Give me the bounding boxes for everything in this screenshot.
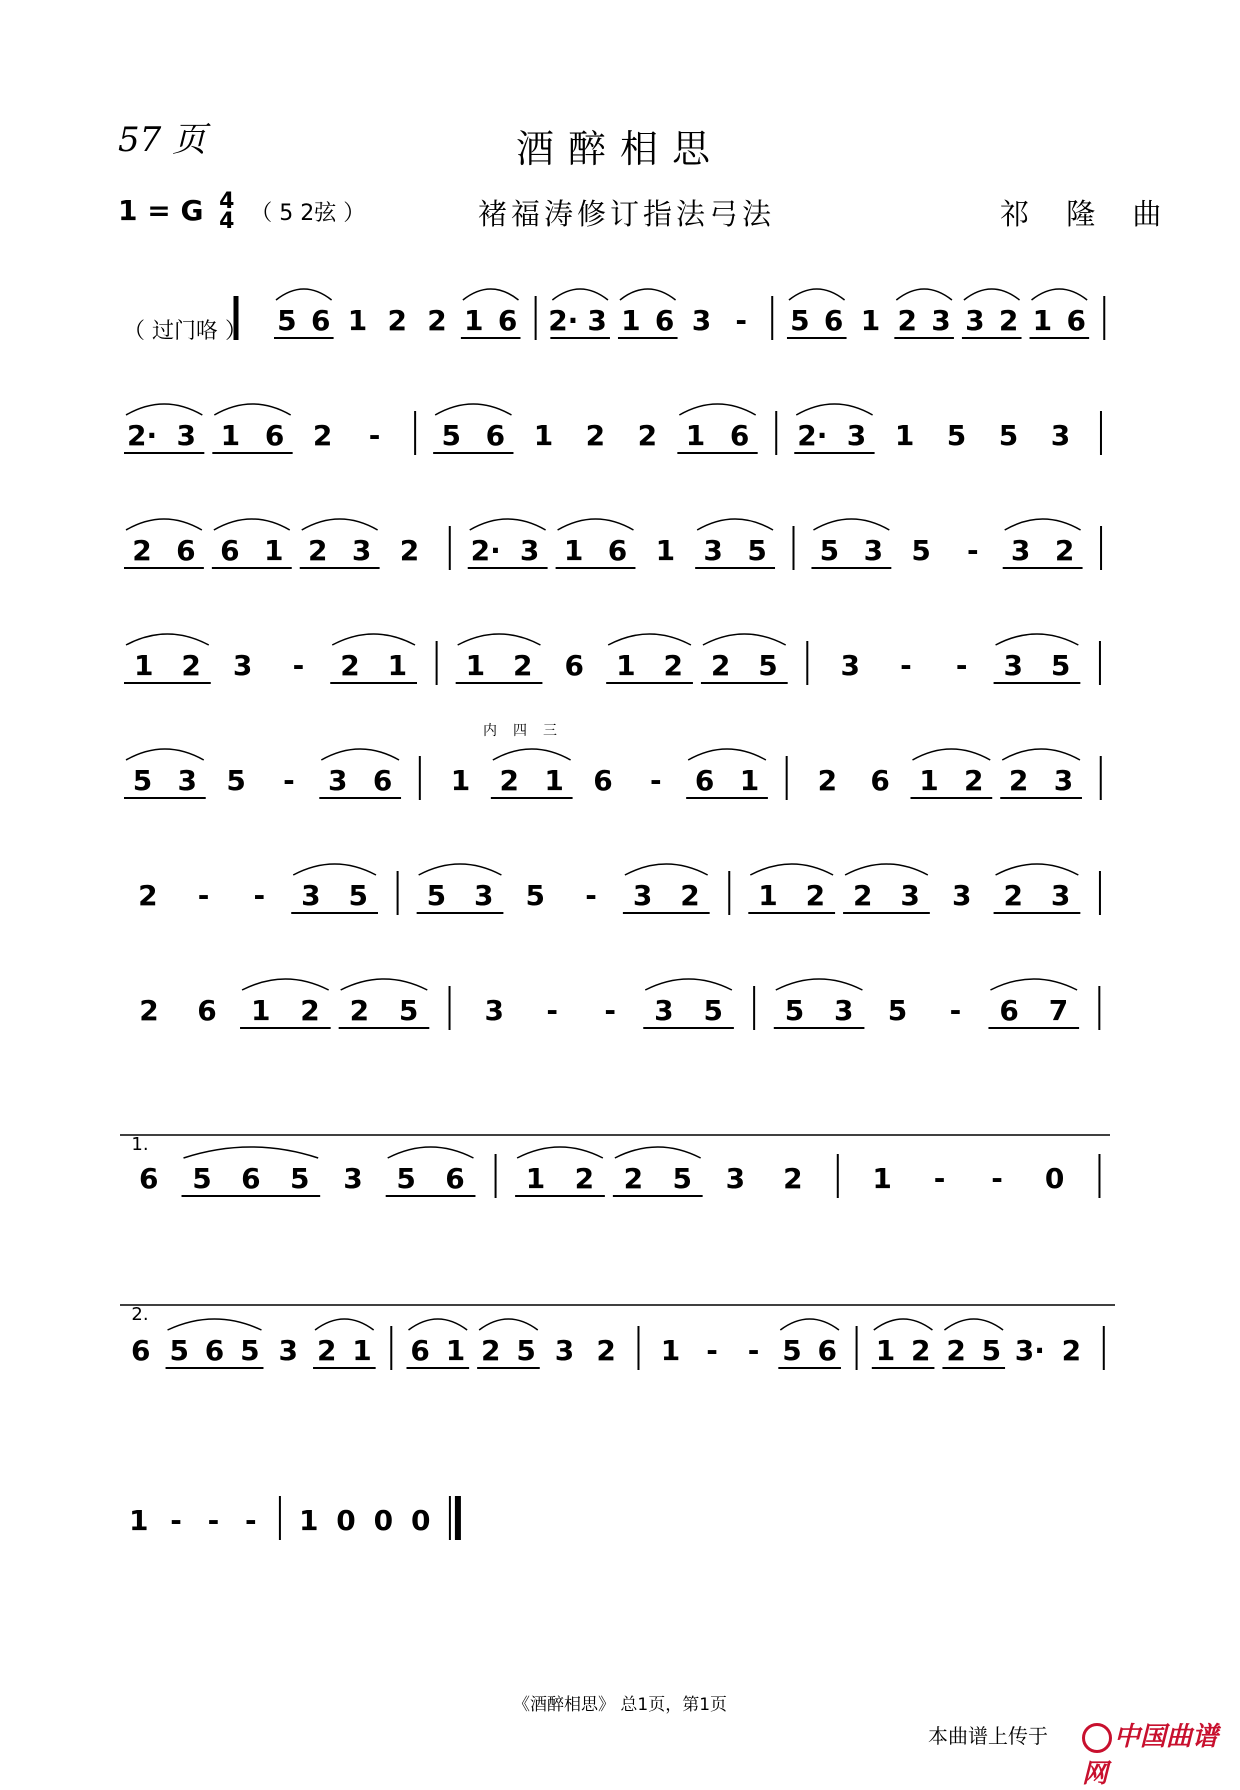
note: 2: [1061, 1334, 1082, 1367]
note: 1: [655, 534, 676, 567]
slur: [608, 634, 691, 645]
slur: [558, 519, 634, 530]
note: 1: [872, 1162, 892, 1195]
note: 5: [441, 419, 461, 452]
note: 3: [176, 419, 196, 452]
note: 2: [316, 1334, 337, 1367]
slur: [463, 289, 519, 300]
note: 5: [784, 994, 805, 1027]
slur: [703, 634, 786, 645]
slur: [813, 519, 889, 530]
note: 2: [596, 1334, 616, 1367]
note: 6: [729, 419, 750, 452]
note: 1: [563, 534, 584, 567]
note: 5: [911, 534, 931, 567]
slur: [615, 1147, 701, 1158]
note: 2: [897, 304, 917, 337]
note: 2: [623, 1162, 644, 1195]
note: 5: [998, 419, 1019, 452]
note: 2: [585, 419, 606, 452]
slur: [388, 1147, 474, 1158]
note: 1: [860, 304, 881, 337]
note: 2: [138, 879, 158, 912]
slur: [214, 404, 290, 415]
note: 6: [372, 764, 393, 797]
note: 6: [1066, 304, 1086, 337]
note: 1: [347, 304, 368, 337]
dash: -: [368, 419, 381, 452]
slur: [776, 979, 863, 990]
note: 2: [663, 649, 683, 682]
slur: [435, 404, 511, 415]
note: 5: [240, 1334, 260, 1367]
dash: -: [735, 304, 748, 337]
slur: [996, 634, 1079, 645]
note: 3: [1050, 879, 1071, 912]
note: 6: [823, 304, 844, 337]
slur: [896, 289, 952, 300]
note: 5: [887, 994, 908, 1027]
note: 1: [685, 419, 706, 452]
slur: [620, 289, 676, 300]
note: 2: [817, 764, 838, 797]
note: 3: [834, 994, 854, 1027]
note: 3: [554, 1334, 575, 1367]
note: 5: [981, 1334, 1002, 1367]
note: 1: [464, 304, 484, 337]
note: 2: [1008, 764, 1029, 797]
slur: [276, 289, 332, 300]
note: 6: [197, 994, 217, 1027]
key-label: 1 = G: [118, 194, 204, 227]
dash: -: [900, 649, 912, 682]
slur: [679, 404, 755, 415]
note: 0: [411, 1504, 431, 1537]
note: 2: [307, 534, 328, 567]
dash: -: [747, 1334, 760, 1367]
note: 6: [204, 1334, 225, 1367]
time-top: 4: [219, 189, 235, 214]
logo-text: 中国曲谱网: [1082, 1722, 1219, 1789]
slur: [1005, 519, 1081, 530]
note: 1: [616, 649, 636, 682]
slur: [126, 634, 209, 645]
note: 5: [348, 879, 369, 912]
dash: -: [207, 1504, 220, 1537]
note: 1: [1032, 304, 1053, 337]
slur: [315, 1319, 374, 1330]
dash: -: [991, 1162, 1003, 1195]
dash: -: [292, 649, 305, 682]
note: 5: [703, 994, 723, 1027]
note: 1: [919, 764, 939, 797]
note: 2: [964, 764, 984, 797]
note: 5: [758, 649, 778, 682]
slur: [419, 864, 502, 875]
fingering-mark: 三: [543, 723, 557, 739]
slur: [126, 519, 202, 530]
note: 1: [387, 649, 408, 682]
note: 1: [758, 879, 778, 912]
note: 2·: [470, 534, 501, 567]
slur: [214, 519, 290, 530]
slur: [645, 979, 732, 990]
dash: -: [933, 1162, 946, 1195]
note: 5: [946, 419, 967, 452]
note: 2: [680, 879, 700, 912]
note: 3: [900, 879, 920, 912]
note: 2: [300, 994, 320, 1027]
note: 6: [564, 649, 585, 682]
note: 2: [998, 304, 1019, 337]
note: 2: [574, 1162, 595, 1195]
note: 5: [747, 534, 767, 567]
upload-note: 本曲谱上传于: [928, 1724, 1048, 1748]
note: 5: [1050, 649, 1071, 682]
note: 3: [632, 879, 653, 912]
note: 2: [911, 1334, 931, 1367]
note: 0: [336, 1504, 356, 1537]
slur: [302, 519, 378, 530]
tuning-label: （ 5 2弦 ）: [250, 201, 366, 226]
note: 1: [264, 534, 284, 567]
note: 3: [519, 534, 540, 567]
slur: [168, 1319, 262, 1330]
logo-icon: [1082, 1723, 1112, 1753]
page-number-label: 57 页: [118, 120, 207, 160]
time-bottom: 4: [219, 209, 235, 234]
note: 3: [1003, 649, 1024, 682]
note: 5: [192, 1162, 212, 1195]
note: 3: [1050, 419, 1071, 452]
slur: [874, 1319, 933, 1330]
page-footer: 《酒醉相思》 总1页，第1页: [512, 1695, 728, 1715]
note: 6: [999, 994, 1019, 1027]
slur: [750, 864, 833, 875]
note: 5: [398, 994, 419, 1027]
note: 1: [544, 764, 564, 797]
note: 1: [739, 764, 760, 797]
slur: [409, 1319, 468, 1330]
note: 6: [497, 304, 518, 337]
note: 6: [607, 534, 628, 567]
note: 1: [621, 304, 641, 337]
note: 2·: [797, 419, 828, 452]
note: 6: [654, 304, 675, 337]
note: 3: [473, 879, 494, 912]
note: 2: [132, 534, 152, 567]
dash: -: [706, 1334, 718, 1367]
note: 5: [672, 1162, 692, 1195]
note: 7: [1048, 994, 1069, 1027]
note: 5: [516, 1334, 536, 1367]
note: 5: [289, 1162, 310, 1195]
dash: -: [244, 1504, 257, 1537]
note: 6: [485, 419, 506, 452]
note: 1: [465, 649, 486, 682]
slur: [332, 634, 415, 645]
note: 2: [1054, 534, 1075, 567]
note: 6: [176, 534, 196, 567]
intro-label: （ 过门咯 ）: [123, 319, 247, 344]
slur: [990, 979, 1077, 990]
note: 5: [169, 1334, 189, 1367]
note: 2: [312, 419, 333, 452]
site-logo[interactable]: [1082, 1716, 1240, 1790]
note: 2: [946, 1334, 966, 1367]
slur: [789, 289, 845, 300]
fingering-mark: 四: [513, 723, 527, 739]
note: 1: [298, 1504, 319, 1537]
volta-1-label: 1.: [131, 1134, 149, 1155]
slur: [341, 979, 428, 990]
note: 6: [139, 1162, 159, 1195]
note: 2: [340, 649, 360, 682]
note: 1: [250, 994, 271, 1027]
note: 6: [410, 1334, 430, 1367]
note: 3: [232, 649, 253, 682]
note: 2: [387, 304, 407, 337]
note: 2: [349, 994, 370, 1027]
note: 1: [220, 419, 241, 452]
slur: [184, 1147, 319, 1158]
slur: [944, 1319, 1003, 1330]
slur: [293, 864, 376, 875]
note: 2: [783, 1162, 803, 1195]
dash: -: [283, 764, 295, 797]
note: 3: [846, 419, 867, 452]
note: 1: [352, 1334, 372, 1367]
slur: [458, 634, 541, 645]
note: 1: [128, 1504, 149, 1537]
note: 6: [817, 1334, 838, 1367]
note: 2: [853, 879, 873, 912]
dash: -: [546, 994, 559, 1027]
note: 3: [177, 764, 198, 797]
slur: [964, 289, 1020, 300]
note: 3: [703, 534, 723, 567]
note: 0: [373, 1504, 394, 1537]
note: 6: [593, 764, 613, 797]
note: 2: [399, 534, 420, 567]
slur: [845, 864, 928, 875]
slur: [688, 749, 766, 760]
slur: [625, 864, 708, 875]
note: 3: [691, 304, 712, 337]
slur: [321, 749, 399, 760]
slur: [996, 864, 1079, 875]
slur: [552, 289, 608, 300]
note: 3: [343, 1162, 363, 1195]
note: 2: [427, 304, 447, 337]
slur: [1002, 749, 1080, 760]
dash: -: [949, 994, 962, 1027]
volta-2-label: 2.: [131, 1304, 149, 1325]
note: 2·: [127, 419, 158, 452]
note: 3: [863, 534, 884, 567]
dash: -: [967, 534, 979, 567]
note: 6: [131, 1334, 151, 1367]
note: 1: [525, 1162, 546, 1195]
note: 5: [819, 534, 840, 567]
song-title: 酒醉相思: [515, 127, 724, 171]
note: 2: [710, 649, 731, 682]
note: 3: [278, 1334, 298, 1367]
note: 1: [894, 419, 915, 452]
note: 2: [139, 994, 159, 1027]
note: 6: [694, 764, 715, 797]
slur: [912, 749, 990, 760]
slur: [1032, 289, 1088, 300]
note: 1: [133, 649, 154, 682]
note: 5: [132, 764, 153, 797]
note: 3: [965, 304, 985, 337]
note: 6: [870, 764, 890, 797]
note: 3: [327, 764, 348, 797]
note: 5: [790, 304, 810, 337]
dash: -: [604, 994, 617, 1027]
slur: [780, 1319, 839, 1330]
note: 5: [426, 879, 447, 912]
note: 1: [660, 1334, 681, 1367]
note: 6: [264, 419, 285, 452]
slur: [517, 1147, 603, 1158]
reviser-credit: 褚福涛修订指法弓法: [478, 197, 776, 231]
note: 3: [587, 304, 607, 337]
note: 2: [512, 649, 533, 682]
note: 5: [396, 1162, 416, 1195]
composer-credit: 祁 隆 曲: [1000, 197, 1176, 231]
note: 5: [277, 304, 297, 337]
dash: -: [955, 649, 968, 682]
note: 2: [481, 1334, 501, 1367]
note: 3: [351, 534, 372, 567]
note: 2: [1003, 879, 1024, 912]
note: 1: [445, 1334, 466, 1367]
note: 5: [525, 879, 546, 912]
note: 6: [310, 304, 331, 337]
dash: -: [170, 1504, 182, 1537]
note: 2: [805, 879, 826, 912]
note: 3: [931, 304, 951, 337]
slur: [470, 519, 546, 530]
fingering-mark: 内: [483, 723, 497, 739]
note: 3: [725, 1162, 746, 1195]
note: 3: [1010, 534, 1031, 567]
note: 3: [1053, 764, 1074, 797]
slur: [493, 749, 571, 760]
note: 0: [1044, 1162, 1065, 1195]
dash: -: [197, 879, 210, 912]
dash: -: [253, 879, 266, 912]
note: 3: [301, 879, 321, 912]
slur: [479, 1319, 538, 1330]
slur: [126, 749, 204, 760]
note: 2: [637, 419, 658, 452]
dash: -: [585, 879, 597, 912]
note: 6: [220, 534, 240, 567]
note: 3: [654, 994, 674, 1027]
note: 1: [875, 1334, 896, 1367]
note: 2: [499, 764, 520, 797]
dash: -: [649, 764, 662, 797]
slur: [126, 404, 202, 415]
note: 3: [484, 994, 504, 1027]
note: 6: [241, 1162, 261, 1195]
slur: [242, 979, 329, 990]
note: 5: [782, 1334, 802, 1367]
note: 3: [840, 649, 860, 682]
note: 1: [533, 419, 554, 452]
note: 2: [181, 649, 201, 682]
note: 3·: [1014, 1334, 1045, 1367]
note: 5: [226, 764, 246, 797]
note: 6: [445, 1162, 465, 1195]
slur: [796, 404, 872, 415]
note: 2·: [548, 304, 579, 337]
note: 3: [951, 879, 972, 912]
slur: [697, 519, 773, 530]
note: 1: [450, 764, 471, 797]
